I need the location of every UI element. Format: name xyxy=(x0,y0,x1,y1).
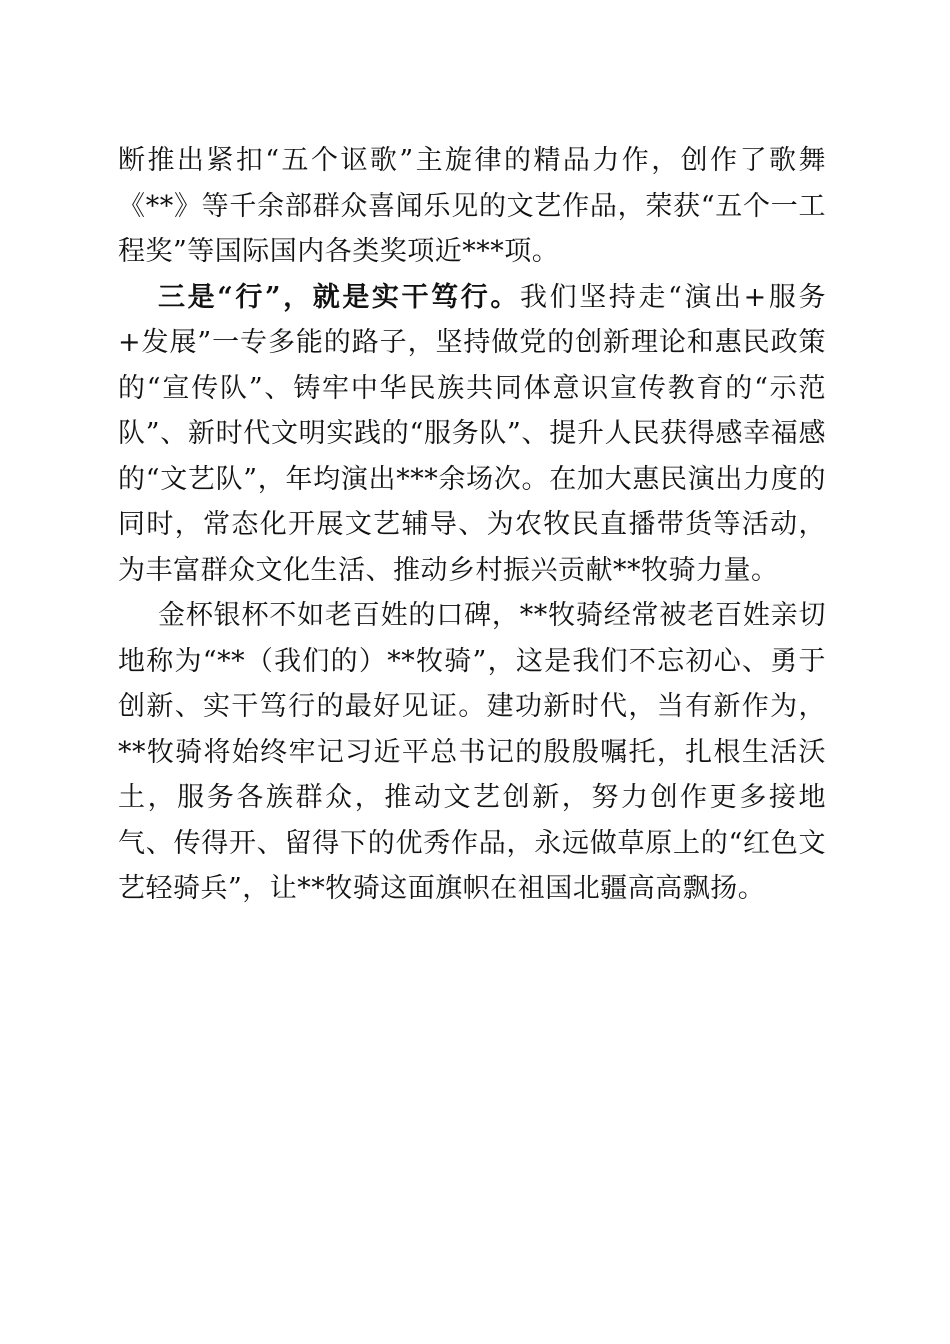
paragraph-body-text: 我们坚持走“演出+服务+发展”一专多能的路子，坚持做党的创新理论和惠民政策的“宣传队”、铸牢中华民族共同体意识宣传教育的“示范队”、新时代文明实践的“服务队”、提升人民获得感幸福感的“文艺队”，年均演出***余场次。在加大惠民演出力度的同时，常态化开展文艺辅导、为农牧民直播带货等活动，为丰富群众文化生活、推动乡村振兴贡献**牧骑力量。 xyxy=(118,281,826,586)
paragraph-continued: 断推出紧扣“五个讴歌”主旋律的精品力作，创作了歌舞《**》等千余部群众喜闻乐见的文艺作品，荣获“五个一工程奖”等国际国内各类奖项近***项。 xyxy=(118,145,826,267)
document-body xyxy=(118,138,826,912)
paragraph-xing xyxy=(118,275,826,594)
paragraph-conclusion: 金杯银杯不如老百姓的口碑，**牧骑经常被老百姓亲切地称为“**（我们的）**牧骑”，这是我们不忘初心、勇于创新、实干笃行的最好见证。建功新时代，当有新作为，**牧骑将始终牢记习近平总书记的殷殷嘱托，扎根生活沃土，服务各族群众，推动文艺创新，努力创作更多接地气、传得开、留得下的优秀作品，永远做草原上的“红色文艺轻骑兵”，让**牧骑这面旗帜在祖国北疆高高飘扬。 xyxy=(118,600,826,904)
paragraph-lead-heading: 三是“行”，就是实干笃行。 xyxy=(158,281,520,313)
